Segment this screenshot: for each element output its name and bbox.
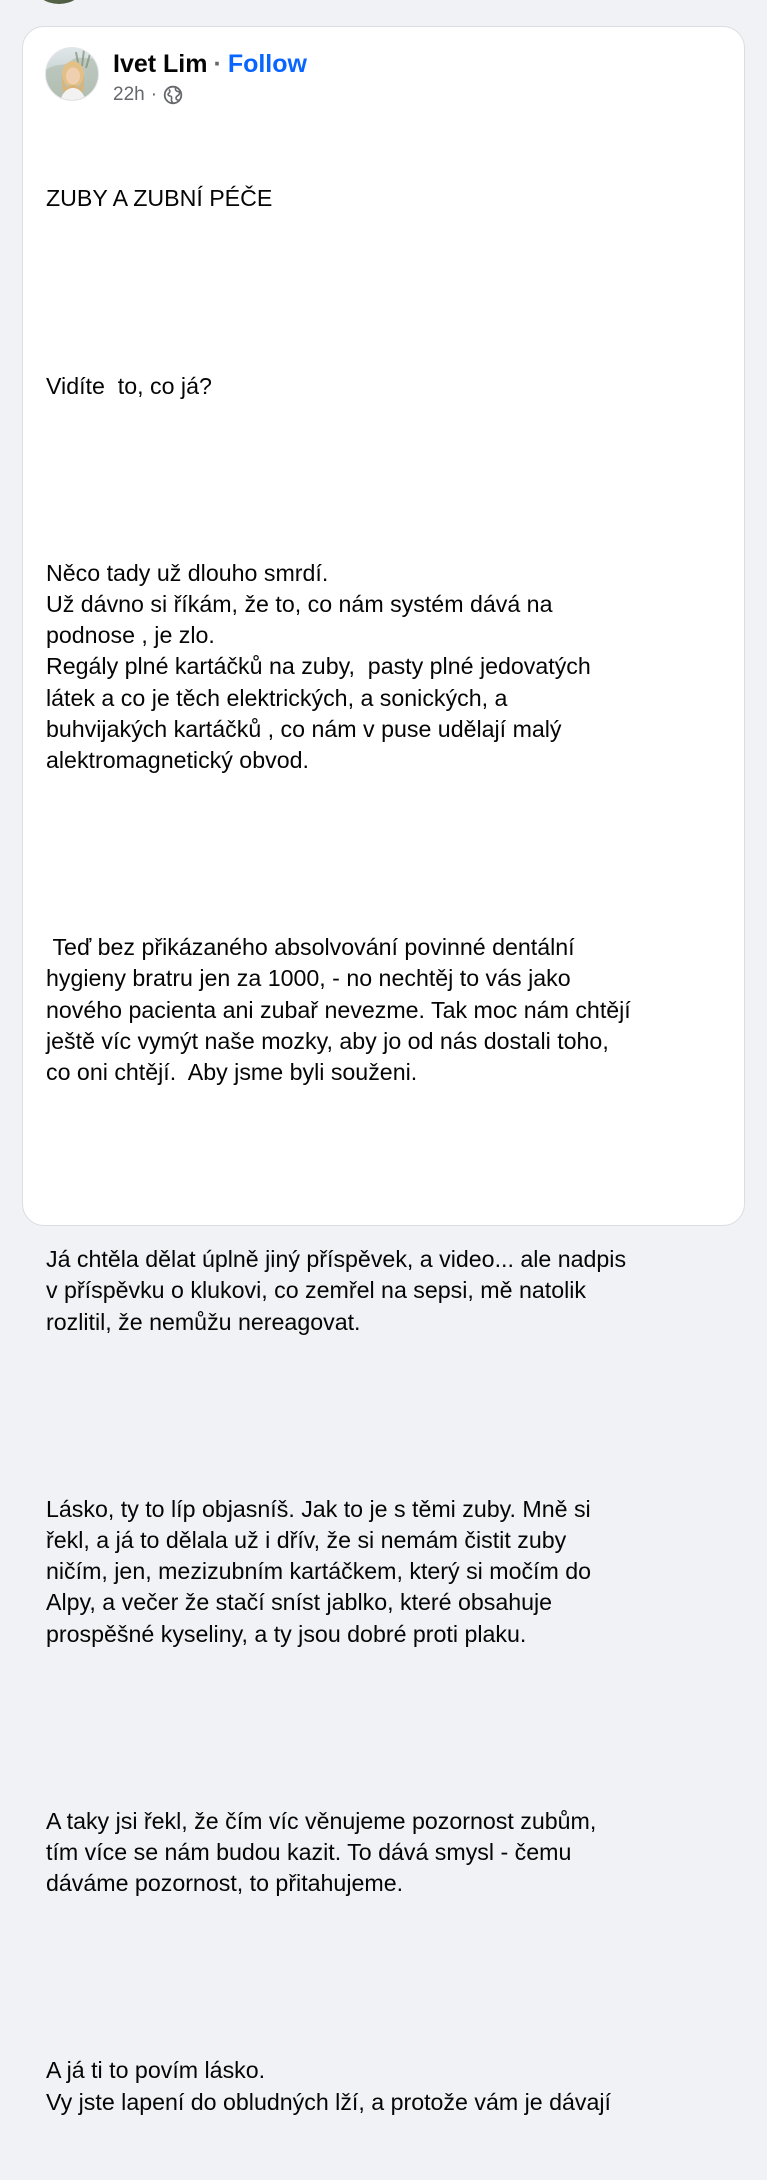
timestamp-separator: · — [150, 84, 158, 105]
avatar-photo-icon — [46, 48, 99, 101]
post-paragraph: Teď bez přikázaného absolvování povinné dentální hygieny bratru jen za 1000, - no nechtěj to vás jako nového pacienta ani zubař nevezme. Tak moc nám chtějí ještě víc vymýt naše mozky, aby jo od nás dostali toho, co oni chtějí. Aby jsme byli souženi. — [46, 934, 631, 1086]
previous-avatar-partial — [34, 0, 84, 4]
post-paragraph: Něco tady už dlouho smrdí. Už dávno si říkám, že to, co nám systém dává na podnose , je zlo. Regály plné kartáčků na zuby, pasty plné jedovatých látek a co je těch elektrických, a sonických, a buhvijakých kartáčků , co nám v puse udělají malý alektromagnetický obvod. — [46, 559, 591, 774]
name-separator: · — [213, 50, 222, 78]
post-paragraph: A já ti to povím lásko. Vy jste lapení do obludných lží, a protože vám je dávají — [46, 2057, 611, 2115]
post-paragraph: Já chtěla dělat úplně jiný příspěvek, a video... ale nadpis v příspěvku o klukovi, co zemřel na sepsi, mě natolik rozlitil, že nemůžu nereagovat. — [46, 1246, 627, 1335]
post-paragraph: A taky jsi řekl, že čím víc věnujeme pozornost zubům, tím více se nám budou kazit. To dává smysl - čemu dáváme pozornost, to přitahujeme. — [46, 1807, 597, 1897]
globe-icon — [163, 85, 183, 105]
post-card — [22, 26, 745, 2115]
author-name[interactable]: Ivet Lim — [113, 50, 208, 78]
post-title: ZUBY A ZUBNÍ PÉČE — [46, 185, 273, 212]
post-timestamp[interactable]: 22h — [113, 84, 145, 105]
follow-button[interactable]: Follow — [227, 50, 307, 78]
post-header — [45, 47, 307, 106]
post-paragraph: Lásko, ty to líp objasníš. Jak to je s těmi zuby. Mně si řekl, a já to dělala už i dřív, že si nemám čistit zuby ničím, jen, mezizubním kartáčkem, který si močím do Alpy, a večer že stačí sníst jablko, které obsahuje prospěšné kyseliny, a ty jsou dobré proti plaku. — [46, 1495, 592, 1647]
author-avatar[interactable] — [45, 47, 99, 101]
post-paragraph: Vidíte to, co já? — [46, 372, 212, 399]
post-text — [46, 121, 736, 2180]
